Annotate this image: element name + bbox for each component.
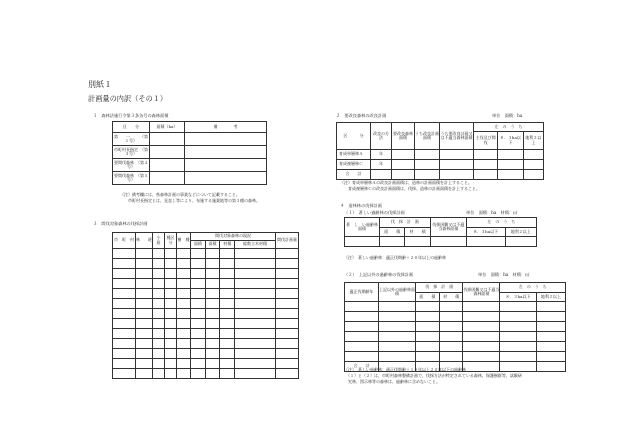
s4-sub1-table bbox=[344, 217, 537, 247]
page-title: 計画量の内訳（その１） bbox=[88, 94, 168, 103]
section1-heading: １ 森林法施行令第３条各号の森林面積 bbox=[93, 113, 169, 118]
s4a-sub-access: 地利２以上 bbox=[505, 228, 536, 237]
s4-sub2-table bbox=[344, 282, 566, 372]
s3-col-city: 市 町 村 bbox=[113, 233, 136, 249]
s3-col-subforest: 小 班 bbox=[153, 233, 165, 249]
s3-col-forest: 林 班 bbox=[136, 233, 153, 249]
s4a-col-unsuitable: 伐採困難又は不適当森林面積 bbox=[430, 218, 466, 237]
s2-note-1: （注）育成単層林Ａの改良計画面積は、造林の計画面積を計上すること。 bbox=[340, 180, 472, 185]
s4b-note-3: 究林、図示林等の森林は、過齢林に含めないこと。 bbox=[344, 379, 440, 384]
s2-sub-small: ８．３ha以下 bbox=[498, 132, 523, 150]
s4b-sub-small: ８．３ha以下 bbox=[500, 293, 536, 302]
s4a-sub-volume: 材 積 bbox=[405, 228, 430, 237]
s4b-col-unsuitable: 伐採困難又は不適当森林面積 bbox=[463, 283, 500, 302]
s4-sub1-heading: （１） 著しい過齢林の伐採計画 bbox=[344, 210, 405, 215]
s3-sub-total-volume: 総数立木材積 bbox=[235, 241, 276, 249]
s2-year: 年 bbox=[371, 150, 392, 160]
section3-heading: ３ 間伐対象森林の伐採計画 bbox=[93, 221, 148, 226]
s1-note-2: 市町村長指定とは、見直し等により、布施する施業地等の第３種の森林。 bbox=[120, 198, 260, 203]
section3-table bbox=[112, 232, 299, 379]
s4a-sub-small: ８．３ha以下 bbox=[466, 228, 505, 237]
s2-row-label: 育成単層林Ａ bbox=[337, 150, 371, 160]
s2-year: 年 bbox=[371, 160, 392, 170]
s3-col-species: 樹 種 bbox=[177, 233, 191, 249]
s4-sub2-heading: （２） 上記以外の過齢林の伐採計画 bbox=[344, 272, 414, 277]
s2-col-plan-area: うち改良計画面積 bbox=[415, 123, 440, 150]
s4b-row-total: 合 計 bbox=[345, 362, 379, 372]
s2-note-2: 育成複層林Ｃの改良計画面積は、伐採、造林の計画面積を計上すること。 bbox=[340, 186, 480, 191]
s3-col-plan: 間伐計画量 bbox=[276, 233, 299, 249]
s3-sub-area2: 面積 bbox=[205, 241, 220, 249]
s1-note-1: （注）備考欄には、県森林計画の事業などについて記載すること。 bbox=[120, 192, 240, 197]
s4a-col-breakdown: 左 の う ち bbox=[466, 218, 536, 228]
s1-row-label: 市町村長指定 （第３号） bbox=[113, 146, 150, 159]
s1-col-remarks: 備 考 bbox=[185, 122, 267, 133]
s2-col-breakdown: 左 の う ち bbox=[474, 123, 544, 132]
s1-col-division: 区 分 bbox=[113, 122, 150, 133]
s4-sub1-unit: 単位 面積：ha 材積：㎥ bbox=[466, 210, 518, 215]
section2-heading: ２ 要改良森林の改良計画 bbox=[336, 113, 387, 118]
s4b-col-breakdown: 左 の う ち bbox=[500, 283, 566, 293]
s4a-col-area: 著 し い過齢林面積 bbox=[345, 218, 380, 237]
attachment-label: 別紙１ bbox=[88, 80, 112, 89]
s2-unit: 単位 面積：ha bbox=[492, 113, 523, 118]
s4a-note: （注） 著しい過齢林：適正伐期齢＋２０年以上の過齢林 bbox=[344, 255, 446, 260]
s2-col-unsuitable: うち要改良計画又は不適当森林面積 bbox=[440, 123, 474, 150]
s3-sub-area: 面積 bbox=[191, 241, 206, 249]
s4b-sub-area: 面 積 bbox=[416, 293, 440, 302]
s4a-sub-area: 面 積 bbox=[380, 228, 405, 237]
section1-table bbox=[112, 121, 267, 185]
s3-col-type: 種区分 bbox=[165, 233, 177, 249]
s1-row-label: 第 一 （第１号） bbox=[113, 133, 150, 146]
s2-sub-access: 地利２以上 bbox=[523, 132, 543, 150]
s2-col-method: 改良の方 法 bbox=[371, 123, 392, 150]
s2-col-division: 区 分 bbox=[337, 123, 371, 150]
s2-row-label: 育成複層林Ｃ bbox=[337, 160, 371, 170]
s1-row-label: 要間伐森林 （第５号） bbox=[113, 172, 150, 185]
s4-sub2-unit: 単位 面積：ha 材積：㎥ bbox=[478, 272, 530, 277]
s4b-sub-volume: 材 積 bbox=[439, 293, 463, 302]
s1-col-area: 面積（ha） bbox=[150, 122, 185, 133]
s4b-note-2: （１）と（２）は、市町村森林整備計画で、伐採方法が特定されている森林、保護樹群等、試験研 bbox=[344, 373, 522, 378]
section4-heading: ４ 造林林の伐採計画 bbox=[340, 203, 382, 208]
s4b-sub-access: 地利２以上 bbox=[536, 293, 565, 302]
s4a-col-plan: 伐 採 計 画 bbox=[380, 218, 431, 228]
s2-col-area: 要改良森林面積 bbox=[392, 123, 415, 150]
s2-row-total: 合 計 bbox=[337, 170, 371, 180]
s4b-col-plan: 伐 採 計 画 bbox=[416, 283, 463, 293]
s1-row-label: 要間伐森林 （第４号） bbox=[113, 159, 150, 172]
s2-sub-harvest: 主伐及び間伐 bbox=[474, 132, 498, 150]
s3-sub-volume: 材積 bbox=[220, 241, 235, 249]
s3-col-status: 間伐対象森林の現況 bbox=[191, 233, 276, 241]
s4b-col-age: 適正伐期齢年 bbox=[345, 283, 379, 302]
section2-table bbox=[336, 122, 544, 180]
s4b-note-1: （注） 著しい過齢林：適正伐期齢＋１０年以上２０年以下の過齢林 bbox=[344, 367, 466, 372]
s4b-col-area: 上記以外の過齢林面積 bbox=[379, 283, 416, 302]
